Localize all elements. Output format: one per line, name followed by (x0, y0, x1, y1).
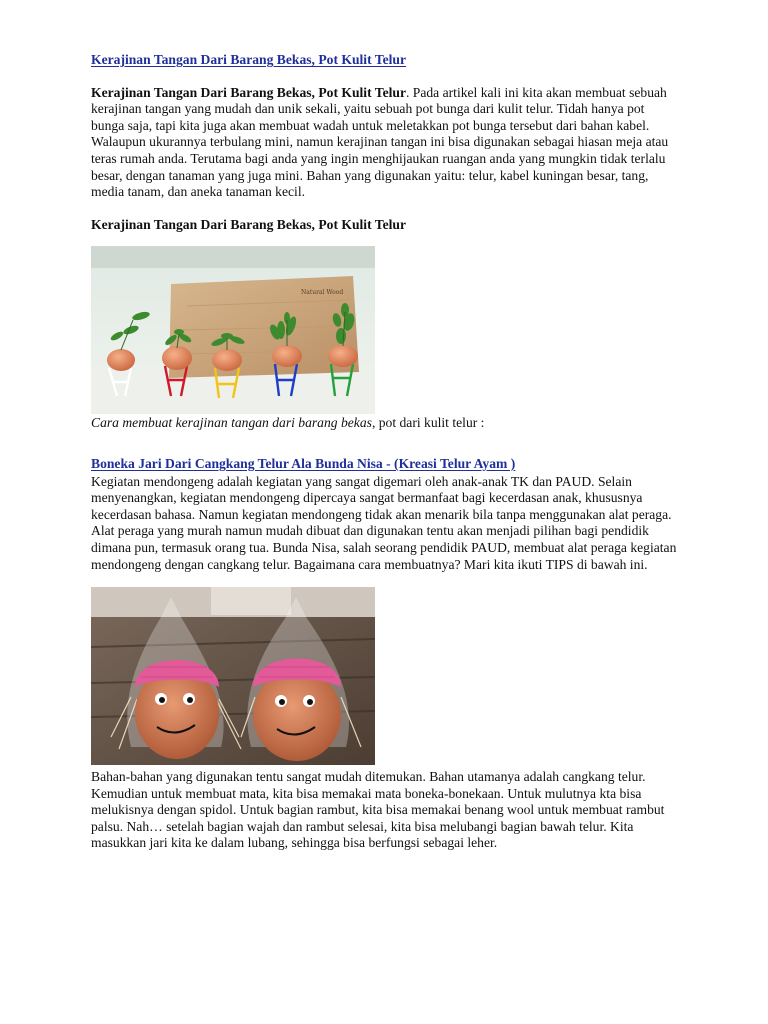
intro-bold-title: Kerajinan Tangan Dari Barang Bekas, Pot Kulit Telur (91, 84, 406, 100)
boneka-paragraph-2: Bahan-bahan yang digunakan tentu sangat mudah ditemukan. Bahan utamanya adalah cangkang telur. Kemudian untuk membuat mata, kita bisa memakai mata boneka-bonekaan. Untuk mulutnya kta bisa melukisnya dengan spidol. Untuk bagian rambut, kita bisa memakai benang wool untuk membuat rambut palsu. Nah… setelah bagian wajah dan rambut selesai, kita bisa melubangi bagian bawah telur. Kita masukkan jari kita ke dalam lubang, sehingga bisa berfungsi sebagai leher. (91, 769, 665, 851)
intro-paragraph (91, 85, 681, 201)
article-link-pot-kulit-telur[interactable]: Kerajinan Tangan Dari Barang Bekas, Pot Kulit Telur (91, 52, 406, 67)
document-page (91, 52, 681, 852)
section-heading: Kerajinan Tangan Dari Barang Bekas, Pot Kulit Telur (91, 216, 406, 232)
caption-italic: Cara membuat kerajinan tangan dari barang bekas (91, 415, 372, 431)
egg-puppets-photo (91, 587, 375, 765)
article-boneka-jari (91, 456, 681, 573)
board-label-text: Natural Wood (301, 289, 344, 297)
intro-text: . Pada artikel kali ini kita akan membuat sebuah kerajinan tangan yang mudah dan unik sekali, yaitu sebuah pot bunga dari kulit telur. Tidah hanya pot bunga saja, tapi kita juga akan membuat wadah untuk meletakkan pot bunga tersebut dari bahan kabel. Walaupun ukurannya terbulang mini, namun kerajinan tangan ini bisa digunakan sebagai hiasan meja atau teras rumah anda. Terutama bagi anda yang ingin menghijaukan ruangan anda yang mungkin tidak terlalu besar, dengan tanaman yang juga mini. Bahan yang digunakan yaitu: telur, kabel kuningan besar, tang, media tanam, dan aneka tanaman kecil. (91, 84, 669, 200)
article-link-boneka-jari[interactable]: Boneka Jari Dari Cangkang Telur Ala Bunda Nisa - (Kreasi Telur Ayam ) (91, 455, 516, 471)
photo-caption (91, 415, 681, 432)
eggshell-pots-photo (91, 246, 375, 414)
caption-rest: , pot dari kulit telur : (371, 415, 485, 431)
boneka-paragraph-1: Kegiatan mendongeng adalah kegiatan yang sangat digemari oleh anak-anak TK dan PAUD. Selain menyenangkan, kegiatan mendongeng dipercaya sangat bermanfaat bagi kecerdasan anak, khususnya kecerdasan bahasa. Namun kegiatan mendongeng tidak akan menarik bila tanpa menggunakan alat peraga. Alat peraga yang murah namun mudah dibuat dan digunakan tentu akan menjadi pilihan bagi pendidik dimana pun, termasuk orang tua. Bunda Nisa, salah seorang pendidik PAUD, membuat alat peraga kegiatan mendongeng dengan cangkang telur. Bagaimana cara membuatnya? Mari kita ikuti TIPS di bawah ini. (91, 473, 677, 572)
